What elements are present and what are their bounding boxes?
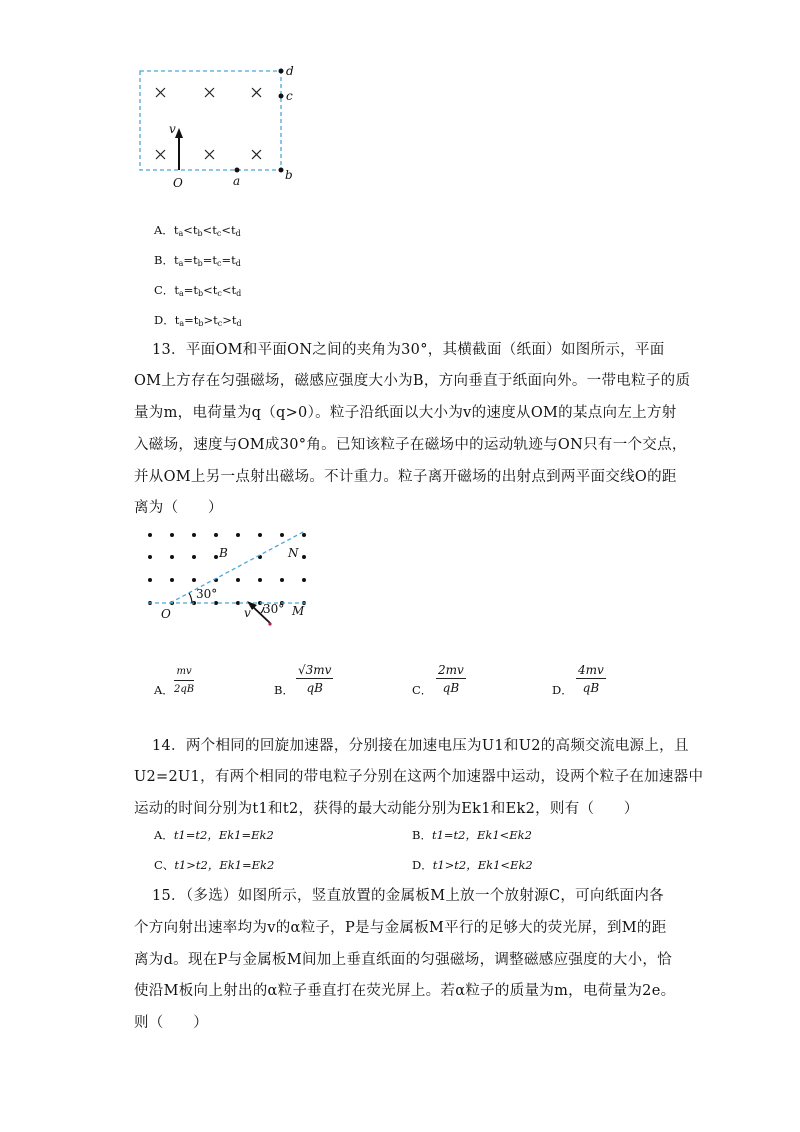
q14-option-c: C、t1>t2，Ek1=Ek2: [154, 858, 275, 872]
q12-figure: [130, 60, 310, 195]
entry-point: [268, 622, 271, 625]
q15-line-4: 使沿M板向上射出的α粒子垂直打在荧光屏上。若α粒子的质量为m，电荷量为2e。: [134, 983, 676, 999]
label-v: v: [169, 122, 176, 136]
q14-line-1: 14．两个相同的回旋加速器，分别接在加速电压为U1和U2的高频交流电源上，且: [152, 738, 689, 754]
q12-option-c: C．$t_a=t_b<t_c<t_d$: [154, 283, 242, 298]
label-angle-1: 30°: [196, 587, 218, 601]
label-O: O: [161, 607, 171, 621]
label-v: v: [244, 606, 251, 620]
q14-option-b: B．t1=t2，Ek1<Ek2: [412, 828, 532, 842]
q13-option-d-key: D．: [552, 683, 573, 697]
q15-line-2: 个方向射出速率均为v的α粒子，P是与金属板M平行的足够大的荧光屏，到M的距: [134, 920, 667, 936]
q14-line-3: 运动的时间分别为t1和t2，获得的最大动能分别为Ek1和Ek2，则有（ ）: [134, 801, 639, 817]
label-c: c: [286, 89, 293, 103]
point-d: [279, 69, 284, 74]
q15-line-5: 则（ ）: [134, 1015, 208, 1031]
q12-option-d: D．$t_a=t_b>t_c>t_d$: [154, 313, 242, 328]
q14-line-2: U2=2U1，有两个相同的带电粒子分别在这两个加速器中运动，设两个粒子在加速器中: [134, 769, 704, 785]
q13-option-c-fraction: $\frac{2mv}{qB}$: [438, 663, 464, 695]
q13-line-6: 离为（ ）: [134, 500, 223, 516]
label-N: N: [288, 546, 299, 560]
q13-option-a-key: A．: [154, 683, 174, 697]
q15-line-3: 离为d。现在P与金属板M间加上垂直纸面的匀强磁场，调整磁感应强度的大小，恰: [134, 952, 672, 968]
q13-option-a-fraction: $\frac{mv}{2qB}$: [174, 666, 195, 695]
q13-line-1: 13．平面OM和平面ON之间的夹角为30°，其横截面（纸面）如图所示，平面: [152, 342, 665, 358]
plane-ON: [170, 531, 305, 603]
angle-arc-O: [189, 593, 192, 603]
q14-option-a: A．t1=t2，Ek1=Ek2: [154, 828, 274, 842]
q12-option-a: A．$t_a<t_b<t_c<t_d$: [154, 223, 241, 238]
point-c: [279, 94, 284, 99]
label-B: B: [219, 546, 228, 560]
q15-line-1: 15．（多选）如图所示，竖直放置的金属板M上放一个放射源C，可向纸面内各: [152, 888, 664, 904]
q13-option-d-fraction: $\frac{4mv}{qB}$: [578, 663, 604, 695]
q13-line-4: 入磁场，速度与OM成30°角。已知该粒子在磁场中的运动轨迹与ON只有一个交点，: [134, 437, 687, 453]
q13-option-c-key: C．: [412, 683, 433, 697]
label-angle-2: 30°: [263, 602, 285, 616]
q13-option-b-key: B．: [274, 683, 294, 697]
point-a: [235, 168, 240, 173]
q13-line-2: OM上方存在匀强磁场，磁感应强度大小为B，方向垂直于纸面向外。一带电粒子的质: [134, 373, 691, 389]
label-b: b: [285, 168, 293, 182]
label-M: M: [292, 604, 305, 618]
q12-option-b: B．$t_a=t_b=t_c=t_d$: [154, 253, 241, 268]
velocity-arrow-head: [175, 128, 183, 138]
label-d: d: [286, 64, 294, 78]
label-O: O: [173, 176, 183, 190]
label-a: a: [233, 174, 241, 188]
q14-option-d: D．t1>t2，Ek1<Ek2: [412, 858, 533, 872]
q13-option-b-fraction: $\frac{√3mv}{qB}$: [298, 663, 332, 695]
q13-line-5: 并从OM上另一点射出磁场。不计重力。粒子离开磁场的出射点到两平面交线O的距: [134, 469, 677, 485]
q13-line-3: 量为m，电荷量为q（q>0）。粒子沿纸面以大小为v的速度从OM的某点向左上方射: [134, 405, 677, 421]
point-b: [279, 168, 284, 173]
